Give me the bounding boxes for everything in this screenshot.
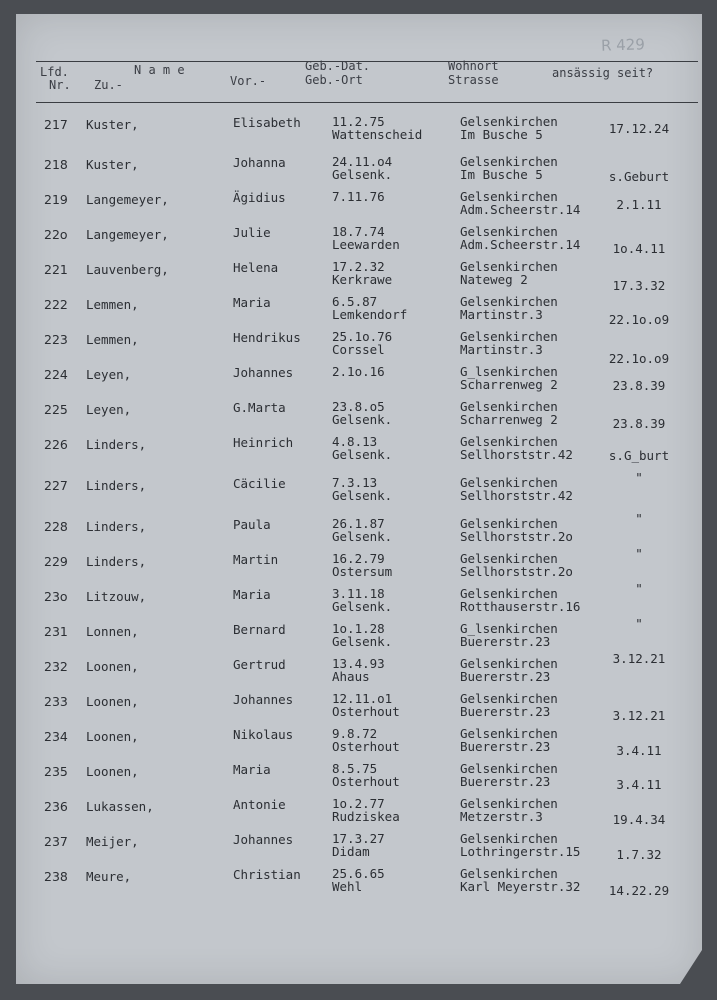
row-number: 225 [44,402,68,417]
table-row [16,260,702,294]
first-name: Helena [233,260,279,275]
address-line2: Metzerstr.3 [460,809,543,824]
address-line1: Gelsenkirchen [460,796,558,811]
address-line2: Buererstr.23 [460,704,551,719]
row-number: 226 [44,437,68,452]
first-name: Maria [233,762,271,777]
row-number: 233 [44,694,68,709]
surname: Leyen, [86,367,132,382]
birth-info [332,867,385,893]
first-name: Maria [233,295,271,310]
birth-info [332,762,400,788]
surname: Meure, [86,869,132,884]
resident-since: 3.12.21 [612,708,666,723]
document-page [16,14,702,984]
address-line1: Gelsenkirchen [460,259,558,274]
birth-info [332,657,385,683]
birth-info [332,225,400,251]
resident-since: 22.1o.o9 [608,312,670,327]
address [460,797,558,823]
birth-info-line1: 7.3.13 [332,475,378,490]
surname: Lemmen, [86,297,139,312]
address-line1: Gelsenkirchen [460,761,558,776]
birth-info [332,400,392,426]
address-line1: Gelsenkirchen [460,551,558,566]
birth-info-line2: Gelsenk. [332,488,393,503]
first-name: Johannes [233,692,294,707]
resident-since: " [635,470,643,485]
row-number: 235 [44,764,68,779]
surname: Lauvenberg, [86,262,169,277]
first-name: Maria [233,587,271,602]
birth-info-line2: Osterhout [332,739,400,754]
address [460,155,558,181]
address-line2: Martinstr.3 [460,307,543,322]
birth-info-line1: 17.3.27 [332,831,385,846]
address-line2: Im Busche 5 [460,127,543,142]
address-line1: Gelsenkirchen [460,516,558,531]
birth-info-line1: 24.11.o4 [332,154,393,169]
header-geb-ort: Geb.-Ort [305,73,363,87]
birth-info-line2: Rudziskea [332,809,400,824]
row-number: 227 [44,478,68,493]
first-name: Johannes [233,832,294,847]
birth-info [332,692,400,718]
row-number: 238 [44,869,68,884]
birth-info [332,435,392,461]
row-number: 223 [44,332,68,347]
surname: Loonen, [86,694,139,709]
resident-since: 19.4.34 [612,812,666,827]
birth-info-line2: Didam [332,844,370,859]
birth-info-line2: Gelsenk. [332,529,393,544]
table-row [16,651,702,691]
header-ansaessig: ansässig seit? [552,66,654,80]
header-geb-dat: Geb.-Dat. [305,59,371,73]
table-row [16,616,702,656]
address-line1: Gelsenkirchen [460,114,558,129]
birth-info [332,115,422,141]
address-line2: Buererstr.23 [460,669,551,684]
surname: Litzouw, [86,589,147,604]
table-row [16,400,702,434]
table-row [16,727,702,761]
address-line2: Scharrenweg 2 [460,377,558,392]
header-nr: Nr. [49,78,71,92]
resident-since: 3.4.11 [616,777,662,792]
table-row [16,155,702,189]
birth-info-line2: Osterhout [332,774,400,789]
birth-info-line2: Wattenscheid [332,127,423,142]
address [460,622,558,648]
address-line2: Sellhorststr.2o [460,564,573,579]
surname: Linders, [86,519,147,534]
header-name: N a m e [134,63,185,77]
address [460,517,573,543]
birth-info-line2: Gelsenk. [332,634,393,649]
birth-info-line1: 25.1o.76 [332,329,393,344]
first-name: G.Marta [233,400,286,415]
table-row [16,435,702,469]
table-row [16,797,702,831]
address-line1: Gelsenkirchen [460,475,558,490]
surname: Loonen, [86,659,139,674]
header-vor: Vor.- [230,74,267,88]
address-line1: Gelsenkirchen [460,866,558,881]
address [460,295,558,321]
birth-info-line2: Kerkrawe [332,272,393,287]
birth-info [332,476,392,502]
first-name: Elisabeth [233,115,301,130]
surname: Lemmen, [86,332,139,347]
row-number: 229 [44,554,68,569]
address-line1: Gelsenkirchen [460,656,558,671]
birth-info [332,727,400,753]
birth-info-line1: 7.11.76 [332,189,385,204]
birth-info [332,552,392,578]
address [460,692,558,718]
address-line1: Gelsenkirchen [460,726,558,741]
address-line1: G_lsenkirchen [460,364,558,379]
address-line1: Gelsenkirchen [460,329,558,344]
table-row [16,581,702,621]
address-line2: Sellhorststr.2o [460,529,573,544]
birth-info [332,365,385,378]
table-row [16,115,702,149]
birth-info-line2: Lemkendorf [332,307,408,322]
resident-since: 1o.4.11 [612,241,666,256]
header-strasse: Strasse [448,73,499,87]
resident-since: 14.22.29 [608,883,670,898]
first-name: Antonie [233,797,286,812]
row-number: 232 [44,659,68,674]
table-row [16,190,702,224]
first-name: Heinrich [233,435,294,450]
resident-since: 2.1.11 [616,197,662,212]
address [460,552,573,578]
birth-info [332,330,392,356]
resident-since: " [635,511,643,526]
birth-info-line1: 2.1o.16 [332,364,385,379]
surname: Langemeyer, [86,227,169,242]
row-number: 236 [44,799,68,814]
address-line1: Gelsenkirchen [460,294,558,309]
address [460,365,558,391]
archive-reference: R 429 [600,35,646,55]
resident-since: s.Geburt [608,169,670,184]
address-line1: Gelsenkirchen [460,399,558,414]
table-row [16,365,702,399]
resident-since: 3.4.11 [616,743,662,758]
resident-since: " [635,546,643,561]
address [460,330,558,356]
row-number: 224 [44,367,68,382]
birth-info [332,517,392,543]
address [460,225,580,251]
address-line2: Adm.Scheerstr.14 [460,237,581,252]
address-line2: Im Busche 5 [460,167,543,182]
address-line1: Gelsenkirchen [460,224,558,239]
first-name: Paula [233,517,271,532]
birth-info-line2: Leewarden [332,237,400,252]
address [460,190,580,216]
birth-info-line1: 1o.2.77 [332,796,385,811]
table-row [16,511,702,551]
birth-info-line1: 1o.1.28 [332,621,385,636]
birth-info-line2: Gelsenk. [332,412,393,427]
birth-info-line1: 16.2.79 [332,551,385,566]
birth-info-line1: 23.8.o5 [332,399,385,414]
address-line2: Martinstr.3 [460,342,543,357]
first-name: Ägidius [233,190,286,205]
address [460,762,558,788]
address-line2: Buererstr.23 [460,739,551,754]
birth-info-line1: 26.1.87 [332,516,385,531]
table-row [16,330,702,364]
birth-info [332,260,392,286]
table-row [16,762,702,796]
row-number: 231 [44,624,68,639]
birth-info-line1: 12.11.o1 [332,691,393,706]
surname: Linders, [86,554,147,569]
table-row [16,692,702,726]
header-lfd: Lfd. [40,65,69,79]
birth-info-line1: 17.2.32 [332,259,385,274]
surname: Meijer, [86,834,139,849]
address-line2: Buererstr.23 [460,774,551,789]
birth-info-line1: 25.6.65 [332,866,385,881]
birth-info [332,587,392,613]
surname: Leyen, [86,402,132,417]
table-row [16,832,702,866]
row-number: 22o [44,227,68,242]
first-name: Gertrud [233,657,286,672]
address-line1: Gelsenkirchen [460,691,558,706]
surname: Kuster, [86,157,139,172]
row-number: 228 [44,519,68,534]
address [460,727,558,753]
address-line2: Karl Meyerstr.32 [460,879,581,894]
birth-info-line1: 18.7.74 [332,224,385,239]
birth-info-line2: Wehl [332,879,363,894]
address [460,587,580,613]
address [460,400,558,426]
birth-info [332,295,407,321]
birth-info-line1: 4.8.13 [332,434,378,449]
birth-info-line2: Osterhout [332,704,400,719]
address-line2: Rotthauserstr.16 [460,599,581,614]
address [460,435,573,461]
birth-info-line1: 13.4.93 [332,656,385,671]
address [460,657,558,683]
birth-info-line2: Ahaus [332,669,370,684]
row-number: 217 [44,117,68,132]
first-name: Martin [233,552,279,567]
birth-info-line1: 8.5.75 [332,761,378,776]
row-number: 218 [44,157,68,172]
birth-info-line2: Gelsenk. [332,447,393,462]
surname: Loonen, [86,729,139,744]
surname: Linders, [86,437,147,452]
address-line1: Gelsenkirchen [460,434,558,449]
address-line1: Gelsenkirchen [460,586,558,601]
header-rule-bottom [36,102,698,103]
address [460,115,558,141]
address-line1: Gelsenkirchen [460,154,558,169]
birth-info-line2: Corssel [332,342,385,357]
first-name: Bernard [233,622,286,637]
birth-info-line1: 6.5.87 [332,294,378,309]
resident-since: 22.1o.o9 [608,351,670,366]
address-line2: Nateweg 2 [460,272,528,287]
birth-info [332,797,400,823]
table-row [16,546,702,586]
first-name: Hendrikus [233,330,301,345]
address-line2: Buererstr.23 [460,634,551,649]
surname: Loonen, [86,764,139,779]
resident-since: " [635,581,643,596]
resident-since: 23.8.39 [612,378,666,393]
birth-info-line2: Gelsenk. [332,167,393,182]
address-line1: Gelsenkirchen [460,831,558,846]
resident-since: 3.12.21 [612,651,666,666]
table-row [16,295,702,329]
resident-since: s.G_burt [608,448,670,463]
address [460,476,573,502]
birth-info [332,190,385,203]
birth-info [332,155,392,181]
table-row [16,470,702,510]
address-line2: Sellhorststr.42 [460,447,573,462]
resident-since: 1.7.32 [616,847,662,862]
address [460,867,580,893]
row-number: 234 [44,729,68,744]
resident-since: 17.12.24 [608,121,670,136]
address-line2: Sellhorststr.42 [460,488,573,503]
surname: Langemeyer, [86,192,169,207]
first-name: Julie [233,225,271,240]
row-number: 23o [44,589,68,604]
address [460,832,580,858]
birth-info-line1: 9.8.72 [332,726,378,741]
first-name: Cäcilie [233,476,286,491]
surname: Linders, [86,478,147,493]
first-name: Nikolaus [233,727,294,742]
surname: Lonnen, [86,624,139,639]
row-number: 221 [44,262,68,277]
header-zu: Zu.- [94,78,123,92]
resident-since: 23.8.39 [612,416,666,431]
address [460,260,558,286]
row-number: 219 [44,192,68,207]
table-row [16,225,702,259]
first-name: Christian [233,867,301,882]
address-line2: Lothringerstr.15 [460,844,581,859]
birth-info-line2: Gelsenk. [332,599,393,614]
address-line2: Scharrenweg 2 [460,412,558,427]
birth-info-line1: 11.2.75 [332,114,385,129]
birth-info [332,832,385,858]
birth-info [332,622,392,648]
birth-info-line2: Ostersum [332,564,393,579]
row-number: 222 [44,297,68,312]
table-row [16,867,702,901]
first-name: Johannes [233,365,294,380]
resident-since: 17.3.32 [612,278,666,293]
row-number: 237 [44,834,68,849]
first-name: Johanna [233,155,286,170]
birth-info-line1: 3.11.18 [332,586,385,601]
address-line1: Gelsenkirchen [460,189,558,204]
header-wohnort: Wohnort [448,59,499,73]
surname: Lukassen, [86,799,154,814]
surname: Kuster, [86,117,139,132]
resident-since: " [635,616,643,631]
page-corner-fold [680,950,702,984]
address-line2: Adm.Scheerstr.14 [460,202,581,217]
address-line1: G_lsenkirchen [460,621,558,636]
